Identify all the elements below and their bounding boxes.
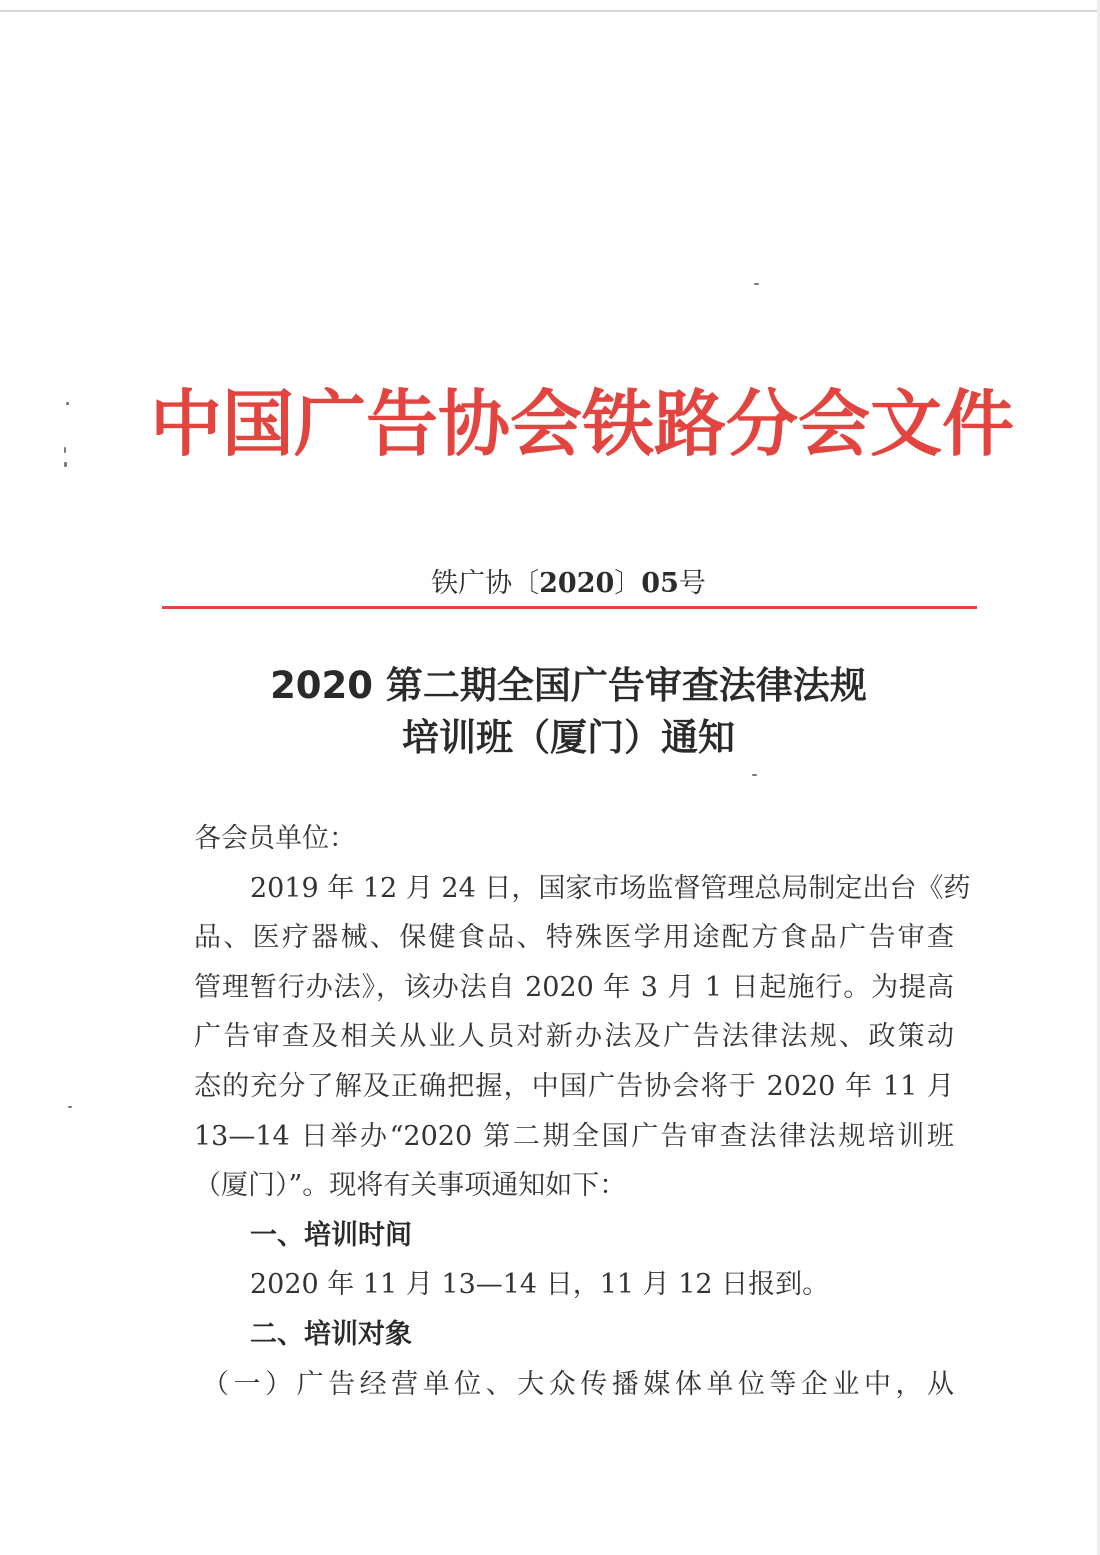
paragraph-line: 管理暂行办法》，该办法自 2020 年 3 月 1 日起施行。为提高 xyxy=(194,971,954,1003)
scan-speck xyxy=(64,462,67,467)
paragraph-line: 态的充分了解及正确把握，中国广告协会将于 2020 年 11 月 xyxy=(194,1070,954,1102)
scan-edge xyxy=(0,10,1100,12)
scan-speck xyxy=(754,283,759,285)
document-number-prefix: 铁广协〔 xyxy=(431,568,540,599)
document-number-sequence: 05 xyxy=(641,568,679,599)
scan-speck xyxy=(64,447,66,453)
document-number-year: 2020 xyxy=(539,568,615,599)
scan-speck xyxy=(752,774,757,776)
salutation: 各会员单位： xyxy=(194,823,356,854)
paragraph-line: 品、医疗器械、保健食品、特殊医学用途配方食品广告审查 xyxy=(194,922,954,954)
scan-speck xyxy=(68,1106,72,1108)
paragraph-line: （厦门）”。现将有关事项通知如下： xyxy=(194,1170,627,1202)
document-body xyxy=(194,814,971,1409)
document-number-suffix: 号 xyxy=(678,568,706,599)
document-number xyxy=(160,566,977,602)
paragraph-line: 2020 年 11 月 13—14 日，11 月 12 日报到。 xyxy=(250,1269,830,1301)
issuing-agency-header: 中国广告协会铁路分会文件 xyxy=(150,381,1015,466)
paragraph-line: 广告审查及相关从业人员对新办法及广告法律法规、政策动 xyxy=(194,1021,954,1053)
paragraph-line: （一）广告经营单位、大众传播媒体单位等企业中，从 xyxy=(202,1368,954,1400)
document-title xyxy=(160,660,977,764)
scan-speck xyxy=(66,402,69,405)
paragraph-line: 2019 年 12 月 24 日，国家市场监督管理总局制定出台《药 xyxy=(250,872,971,904)
document-title-line: 培训班（厦门）通知 xyxy=(402,716,735,759)
document-title-line: 2020 第二期全国广告审查法律法规 xyxy=(270,664,867,707)
document-number-bracket: 〕 xyxy=(614,568,642,599)
paragraph-line: 13—14 日举办“2020 第二期全国广告审查法律法规培训班 xyxy=(194,1120,954,1152)
section-heading: 二、培训对象 xyxy=(250,1318,412,1350)
header-divider xyxy=(162,606,977,609)
section-heading: 一、培训时间 xyxy=(250,1219,412,1251)
